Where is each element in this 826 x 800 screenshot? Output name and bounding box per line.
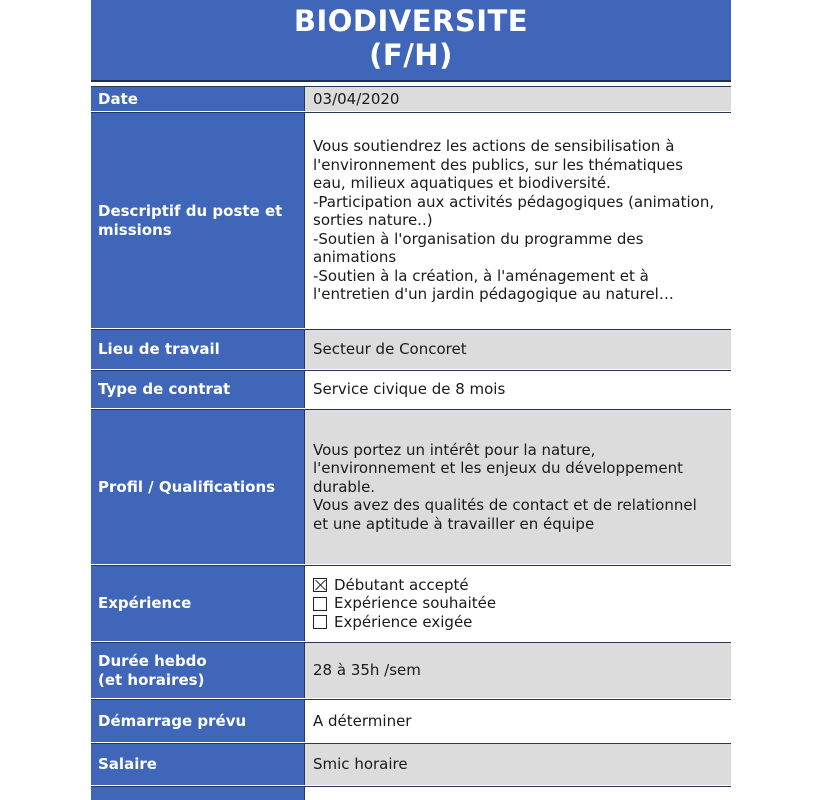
label-experience: Expérience	[91, 565, 305, 641]
value-lieu: Secteur de Concoret	[305, 329, 731, 369]
row-profil	[91, 409, 731, 565]
row-lieu	[91, 329, 731, 370]
row-duree	[91, 642, 731, 699]
offer-title	[91, 0, 731, 82]
row-date	[91, 86, 731, 112]
descriptif-text	[313, 137, 714, 304]
label-lieu: Lieu de travail	[91, 329, 305, 369]
value-next-partial	[305, 786, 731, 800]
experience-options	[313, 576, 496, 632]
label-demarrage: Démarrage prévu	[91, 699, 305, 742]
label-profil: Profil / Qualifications	[91, 409, 305, 564]
row-salaire	[91, 743, 731, 786]
text-line: durable.	[313, 477, 376, 496]
row-next-partial	[91, 786, 731, 800]
value-date: 03/04/2020	[305, 86, 731, 111]
empty-checkbox-icon[interactable]	[313, 615, 327, 629]
label-descriptif-line1: Descriptif du poste et	[98, 201, 283, 220]
value-duree: 28 à 35h /sem	[305, 642, 731, 698]
text-line: Vous avez des qualités de contact et de relationnel	[313, 496, 697, 515]
label-descriptif-line2: missions	[98, 220, 172, 239]
label-duree	[91, 642, 305, 698]
label-next-partial	[91, 786, 305, 800]
label-contrat: Type de contrat	[91, 370, 305, 408]
experience-option[interactable]	[313, 576, 496, 595]
value-experience	[305, 565, 731, 641]
row-descriptif	[91, 112, 731, 329]
text-line: et une aptitude à travailler en équipe	[313, 514, 595, 533]
experience-option-label: Expérience exigée	[334, 612, 473, 631]
text-line: -Soutien à l'organisation du programme des	[313, 229, 644, 248]
value-demarrage: A déterminer	[305, 699, 731, 742]
empty-checkbox-icon[interactable]	[313, 597, 327, 611]
profil-text	[313, 441, 697, 534]
text-line: Vous portez un intérêt pour la nature,	[313, 440, 596, 459]
checked-checkbox-icon[interactable]	[313, 578, 327, 592]
experience-option-label: Expérience souhaitée	[334, 594, 497, 613]
offer-title-line1: BIODIVERSITE	[293, 4, 529, 38]
text-line: sorties nature..)	[313, 211, 433, 230]
offer-title-line2: (F/H)	[369, 38, 453, 72]
label-duree-line2: (et horaires)	[98, 670, 205, 689]
label-salaire: Salaire	[91, 743, 305, 785]
label-date: Date	[91, 86, 305, 111]
text-line: l'environnement des publics, sur les thématiques	[313, 155, 683, 174]
text-line: l'entretien d'un jardin pédagogique au naturel…	[313, 285, 674, 304]
value-profil	[305, 409, 731, 564]
row-experience	[91, 565, 731, 642]
text-line: animations	[313, 248, 397, 267]
experience-option[interactable]	[313, 594, 496, 613]
row-contrat	[91, 370, 731, 409]
text-line: Vous soutiendrez les actions de sensibilisation à	[313, 137, 675, 156]
text-line: -Soutien à la création, à l'aménagement et à	[313, 266, 649, 285]
experience-option[interactable]	[313, 613, 496, 632]
value-contrat: Service civique de 8 mois	[305, 370, 731, 408]
value-descriptif	[305, 112, 731, 328]
text-line: -Participation aux activités pédagogiques (animation,	[313, 192, 715, 211]
job-offer-sheet	[91, 0, 731, 800]
text-line: l'environnement et les enjeux du développement	[313, 459, 683, 478]
row-demarrage	[91, 699, 731, 743]
label-duree-line1: Durée hebdo	[98, 651, 207, 670]
value-salaire: Smic horaire	[305, 743, 731, 785]
experience-option-label: Débutant accepté	[334, 575, 469, 594]
text-line: eau, milieux aquatiques et biodiversité.	[313, 174, 611, 193]
label-descriptif	[91, 112, 305, 328]
